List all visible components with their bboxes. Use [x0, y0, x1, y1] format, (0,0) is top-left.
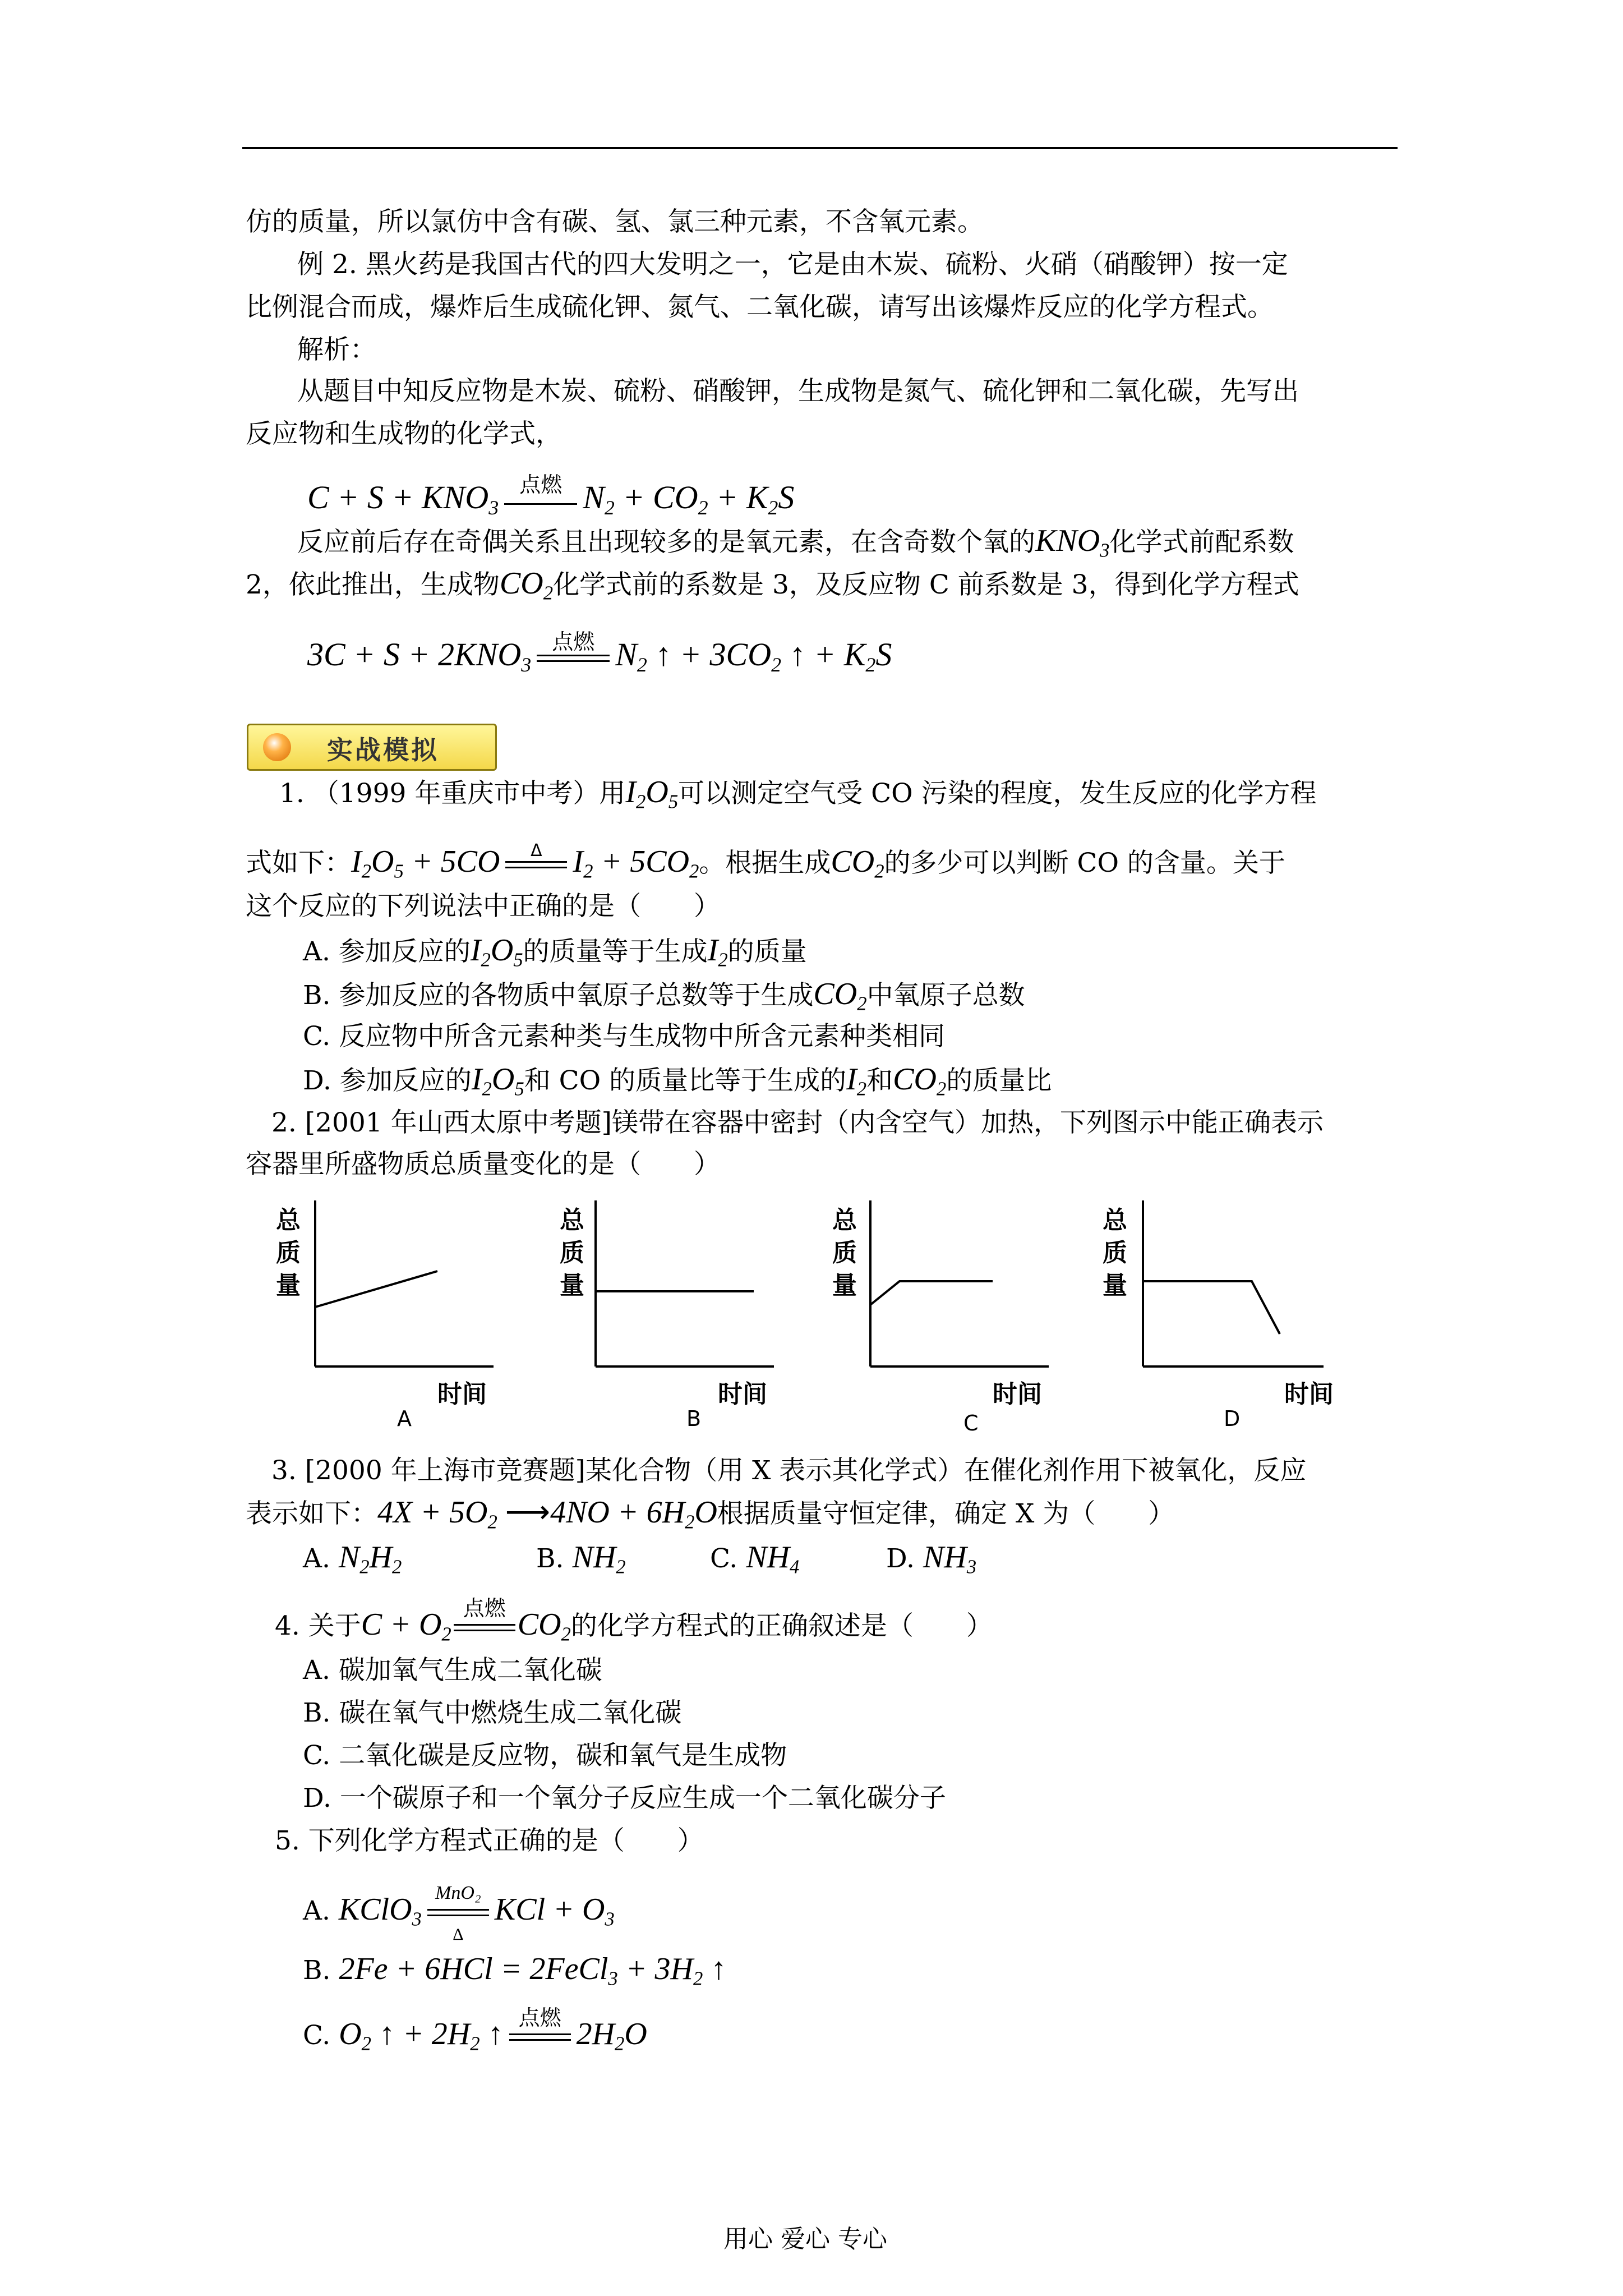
option-A[interactable]: A. 碳加氧气生成二氧化碳 — [303, 1655, 602, 1686]
para-line: 反应前后存在奇偶关系且出现较多的是氧元素，在含奇数个氧的$KNO_3$化学式前配系数 — [297, 523, 1294, 562]
bullet-icon — [263, 733, 291, 761]
condition-arrow: 点燃 — [504, 490, 577, 512]
mass-curve — [315, 1271, 437, 1307]
y-axis-label: 量 — [1103, 1271, 1127, 1300]
equation-unbalanced: $C + S + KNO_3$ 点燃 $N_2 + CO_2 + K_2S$ — [307, 472, 795, 519]
para-line: 解析： — [297, 334, 376, 365]
option-A[interactable]: A. 参加反应的$I_2O_5$的质量等于生成$I_2$的质量 — [303, 933, 807, 971]
graph-option-D[interactable] — [1099, 1195, 1335, 1433]
question-1-stem: 这个反应的下列说法中正确的是（ ） — [246, 891, 720, 922]
option-C[interactable]: C. 反应物中所含元素种类与生成物中所含元素种类相同 — [303, 1021, 946, 1052]
option-A[interactable]: A. KClO$_3$ MnO₂ Δ KCl + $O_3$ — [303, 1883, 615, 1944]
y-axis-label: 量 — [832, 1271, 857, 1300]
para-line: 仿的质量，所以氯仿中含有碳、氢、氯三种元素，不含氧元素。 — [246, 206, 984, 237]
option-C[interactable]: C. 二氧化碳是反应物，碳和氧气是生成物 — [303, 1740, 787, 1771]
y-axis-label: 质 — [1103, 1239, 1127, 1267]
para-line: 2，依此推出，生成物$CO_2$化学式前的系数是 3，及反应物 C 前系数是 3，得到化学方程式 — [246, 566, 1299, 604]
option-D[interactable]: D. 参加反应的$I_2O_5$和 CO 的质量比等于生成的$I_2$和$CO_2$的质量比 — [303, 1062, 1052, 1100]
question-5-stem: 5. 下列化学方程式正确的是（ ） — [275, 1825, 704, 1856]
option-C[interactable]: C. $NH_4$ — [710, 1540, 800, 1578]
para-line: 比例混合而成，爆炸后生成硫化钾、氮气、二氧化碳，请写出该爆炸反应的化学方程式。 — [246, 292, 1274, 323]
question-3-stem: 3. [2000 年上海市竞赛题]某化合物（用 X 表示其化学式）在催化剂作用下被氧化，反应 — [271, 1455, 1307, 1486]
y-axis-label: 质 — [560, 1239, 584, 1267]
question-1-stem: 1. （1999 年重庆市中考）用$I_2O_5$可以测定空气受 CO 污染的程度，发生反应的化学方程 — [279, 775, 1317, 813]
option-D[interactable]: D. $NH_3$ — [886, 1540, 977, 1578]
equation-balanced: $3C + S + 2KNO_3$ 点燃 $N_2$ ↑ + $3CO_2$ ↑ + $K_2S$ — [307, 629, 892, 676]
para-line: 例 2. 黑火药是我国古代的四大发明之一，它是由木炭、硫粉、火硝（硝酸钾）按一定 — [297, 249, 1288, 280]
option-A[interactable]: A. $N_2H_2$ — [303, 1540, 402, 1578]
y-axis-label: 量 — [276, 1271, 301, 1300]
option-C[interactable]: C. $O_2$ ↑ + $2H_2$ ↑ 点燃 $2H_2O$ — [303, 2005, 647, 2055]
x-axis-label: 时间 — [1284, 1380, 1334, 1409]
banner-label: 实战模拟 — [327, 735, 439, 765]
y-axis-label: 总 — [832, 1206, 857, 1235]
question-2-stem: 容器里所盛物质总质量变化的是（ ） — [246, 1149, 720, 1180]
mass-curve — [1143, 1281, 1280, 1334]
graph-option-B[interactable] — [550, 1195, 785, 1433]
mass-curve — [870, 1281, 993, 1305]
x-axis-label: 时间 — [718, 1380, 767, 1409]
graph-option-C[interactable] — [824, 1195, 1060, 1433]
header-rule — [242, 147, 1398, 149]
para-line: 反应物和生成物的化学式， — [246, 418, 562, 449]
para-line: 从题目中知反应物是木炭、硫粉、硝酸钾，生成物是氮气、硫化钾和二氧化碳，先写出 — [297, 376, 1299, 407]
section-banner — [247, 724, 497, 771]
question-3-equation-line: 表示如下：$4X + 5O_2$ ⟶4NO + $6H_2O$根据质量守恒定律，确定 X 为（ ） — [246, 1494, 1175, 1533]
option-B[interactable]: B. 2Fe + 6HCl = 2FeCl$_3$ + $3H_2$ ↑ — [303, 1952, 727, 1990]
option-label: D — [1224, 1406, 1241, 1431]
question-2-stem: 2. [2001 年山西太原中考题]镁带在容器中密封（内含空气）加热，下列图示中能正确表示 — [271, 1107, 1324, 1138]
y-axis-label: 总 — [560, 1206, 584, 1235]
y-axis-label: 质 — [832, 1239, 857, 1267]
y-axis-label: 量 — [560, 1271, 584, 1300]
option-label: C — [963, 1411, 979, 1435]
question-4-stem: 4. 关于$C + O_2$ 点燃 $CO_2$的化学方程式的正确叙述是（ ） — [275, 1596, 993, 1645]
option-B[interactable]: B. $NH_2$ — [536, 1540, 626, 1578]
y-axis-label: 总 — [1103, 1206, 1127, 1235]
x-axis-label: 时间 — [437, 1380, 487, 1409]
option-label: A — [397, 1406, 412, 1431]
y-axis-label: 质 — [276, 1239, 301, 1267]
option-label: B — [686, 1406, 702, 1431]
x-axis-label: 时间 — [993, 1380, 1042, 1409]
graph-option-A[interactable] — [269, 1195, 505, 1433]
option-B[interactable]: B. 碳在氧气中燃烧生成二氧化碳 — [303, 1697, 682, 1728]
question-1-equation-line: 式如下：$I_2O_5 + 5CO$ Δ $I_2 + 5CO_2$。根据生成$CO_2$的多少可以判断 CO 的含量。关于 — [246, 841, 1285, 882]
option-B[interactable]: B. 参加反应的各物质中氧原子总数等于生成$CO_2$中氧原子总数 — [303, 977, 1025, 1015]
y-axis-label: 总 — [276, 1206, 301, 1235]
page-footer: 用心 爱心 专心 — [723, 2225, 887, 2253]
option-D[interactable]: D. 一个碳原子和一个氧分子反应生成一个二氧化碳分子 — [303, 1783, 946, 1814]
condition-arrow: 点燃 — [537, 647, 610, 669]
